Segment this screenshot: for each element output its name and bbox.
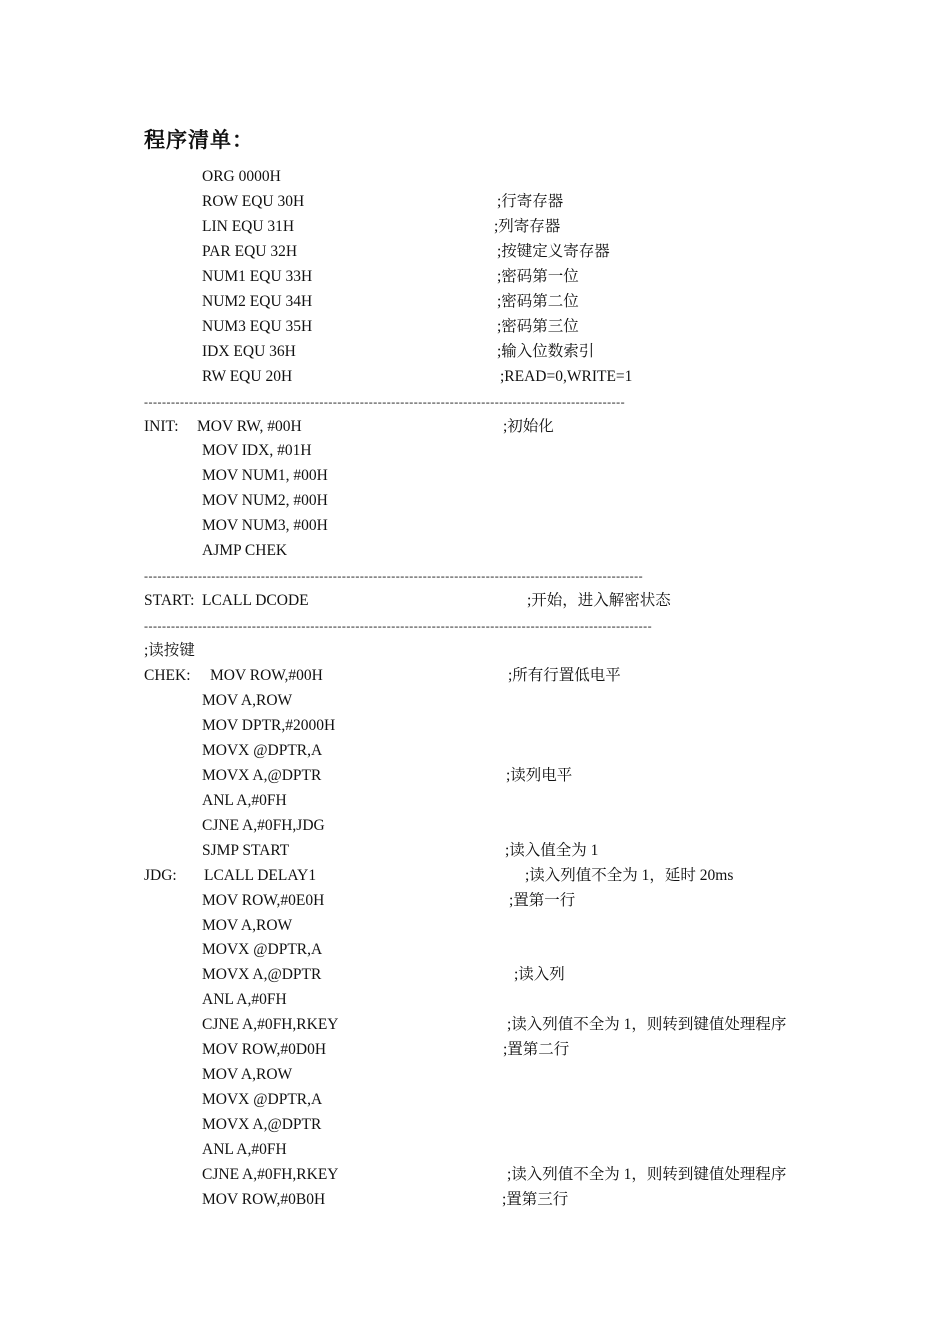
code-instruction: ANL A,#0FH — [202, 791, 287, 809]
code-line — [0, 1188, 950, 1212]
code-line — [0, 988, 950, 1012]
code-instruction: CJNE A,#0FH,JDG — [202, 816, 325, 834]
code-comment: ;输入位数索引 — [497, 342, 595, 360]
code-instruction: MOV NUM3, #00H — [202, 517, 328, 535]
code-comment: ;读列电平 — [506, 766, 573, 784]
code-instruction: MOVX @DPTR,A — [202, 941, 323, 959]
code-line — [0, 1113, 950, 1137]
code-instruction: ROW EQU 30H — [202, 192, 305, 210]
code-comment: ;读入列值不全为 1，延时 20ms — [525, 866, 734, 884]
code-line — [0, 365, 950, 389]
code-instruction: CJNE A,#0FH,RKEY — [202, 1166, 339, 1183]
code-instruction: NUM3 EQU 35H — [202, 317, 313, 335]
code-comment: ;置第一行 — [509, 891, 576, 909]
code-instruction: MOVX A,@DPTR — [202, 966, 322, 984]
code-instruction: MOV ROW,#00H — [210, 667, 323, 684]
code-line — [0, 514, 950, 538]
code-label: JDG: — [144, 866, 177, 884]
code-instruction: MOV ROW,#0E0H — [202, 891, 325, 909]
code-comment: ;列寄存器 — [494, 217, 561, 235]
code-instruction: MOV IDX, #01H — [202, 442, 312, 460]
code-line — [0, 439, 950, 463]
code-instruction: MOVX A,@DPTR — [202, 766, 322, 784]
code-comment: ;开始，进入解密状态 — [527, 592, 671, 610]
code-line — [0, 1163, 950, 1187]
separator: ----------------------------------------------------------------------------------------------------------------- — [144, 619, 653, 634]
code-line — [0, 489, 950, 513]
code-line — [0, 963, 950, 987]
code-instruction: LIN EQU 31H — [202, 217, 295, 235]
code-line — [0, 1088, 950, 1112]
code-instruction: MOV A,ROW — [202, 1066, 293, 1084]
code-line — [0, 714, 950, 738]
code-instruction: MOV RW, #00H — [197, 417, 302, 435]
code-instruction: ANL A,#0FH — [202, 991, 287, 1009]
code-label: START: — [144, 592, 195, 610]
code-instruction: MOVX @DPTR,A — [202, 1091, 323, 1109]
code-line — [0, 190, 950, 214]
code-instruction: NUM2 EQU 34H — [202, 292, 313, 310]
code-instruction: MOV A,ROW — [202, 691, 293, 709]
code-line — [0, 814, 950, 838]
code-label: INIT: — [144, 417, 179, 435]
separator: --------------------------------------------------------------------------------------------------------------- — [144, 569, 644, 584]
code-line — [0, 1038, 950, 1062]
separator-line — [0, 564, 950, 588]
code-instruction: LCALL DCODE — [202, 592, 309, 610]
code-line — [0, 1138, 950, 1162]
code-instruction: NUM1 EQU 33H — [202, 267, 313, 285]
code-comment: ;密码第三位 — [497, 317, 579, 335]
code-line — [0, 215, 950, 239]
code-line — [0, 589, 950, 613]
code-comment: ;密码第二位 — [497, 292, 579, 310]
code-line — [0, 914, 950, 938]
code-instruction: MOV ROW,#0B0H — [202, 1190, 326, 1208]
code-line — [0, 839, 950, 863]
code-instruction: PAR EQU 32H — [202, 242, 298, 260]
separator: ----------------------------------------------------------------------------------------------------------- — [144, 394, 626, 409]
code-comment: ;读入值全为 1 — [505, 841, 599, 859]
code-line — [0, 240, 950, 264]
code-line — [0, 290, 950, 314]
code-line — [0, 340, 950, 364]
code-label: ;读按键 — [144, 642, 195, 660]
code-line — [0, 415, 950, 439]
separator-line — [0, 614, 950, 638]
code-instruction: MOV A,ROW — [202, 916, 293, 934]
code-line — [0, 165, 950, 189]
code-line — [0, 315, 950, 339]
code-instruction: SJMP START — [202, 841, 290, 859]
separator-line — [0, 390, 950, 414]
code-line — [0, 464, 950, 488]
code-line — [0, 689, 950, 713]
code-instruction: LCALL DELAY1 — [204, 866, 317, 884]
code-label: CHEK: — [144, 667, 191, 684]
code-instruction: MOVX A,@DPTR — [202, 1116, 322, 1134]
code-line — [0, 664, 950, 688]
code-instruction: MOVX @DPTR,A — [202, 741, 323, 759]
code-instruction: CJNE A,#0FH,RKEY — [202, 1016, 339, 1034]
code-line — [0, 864, 950, 888]
code-comment: ;置第二行 — [503, 1041, 570, 1059]
code-line — [0, 739, 950, 763]
code-comment: ;读入列值不全为 1，则转到键值处理程序 — [507, 1016, 787, 1034]
code-comment: ;置第三行 — [502, 1190, 569, 1208]
code-comment: ;READ=0,WRITE=1 — [500, 367, 633, 385]
code-comment: ;读入列值不全为 1，则转到键值处理程序 — [507, 1166, 787, 1183]
code-instruction: MOV NUM1, #00H — [202, 467, 328, 485]
code-comment: ;按键定义寄存器 — [497, 242, 610, 260]
code-comment: ;行寄存器 — [497, 192, 564, 210]
code-instruction: AJMP CHEK — [202, 542, 288, 560]
code-instruction: MOV NUM2, #00H — [202, 492, 328, 510]
code-instruction: ANL A,#0FH — [202, 1141, 287, 1159]
code-instruction: IDX EQU 36H — [202, 342, 296, 360]
code-line — [0, 789, 950, 813]
code-comment: ;密码第一位 — [497, 267, 579, 285]
code-instruction: RW EQU 20H — [202, 367, 293, 385]
code-line — [0, 938, 950, 962]
code-line — [0, 639, 950, 663]
code-line — [0, 265, 950, 289]
page-title: 程序清单： — [144, 128, 254, 152]
code-line — [0, 1013, 950, 1037]
code-comment: ;所有行置低电平 — [508, 667, 621, 684]
code-comment: ;初始化 — [503, 417, 554, 435]
code-line — [0, 889, 950, 913]
code-instruction: ORG 0000H — [202, 168, 281, 185]
code-comment: ;读入列 — [514, 966, 565, 984]
code-instruction: MOV DPTR,#2000H — [202, 716, 336, 734]
code-line — [0, 1063, 950, 1087]
code-instruction: MOV ROW,#0D0H — [202, 1041, 327, 1059]
code-line — [0, 539, 950, 563]
code-line — [0, 764, 950, 788]
